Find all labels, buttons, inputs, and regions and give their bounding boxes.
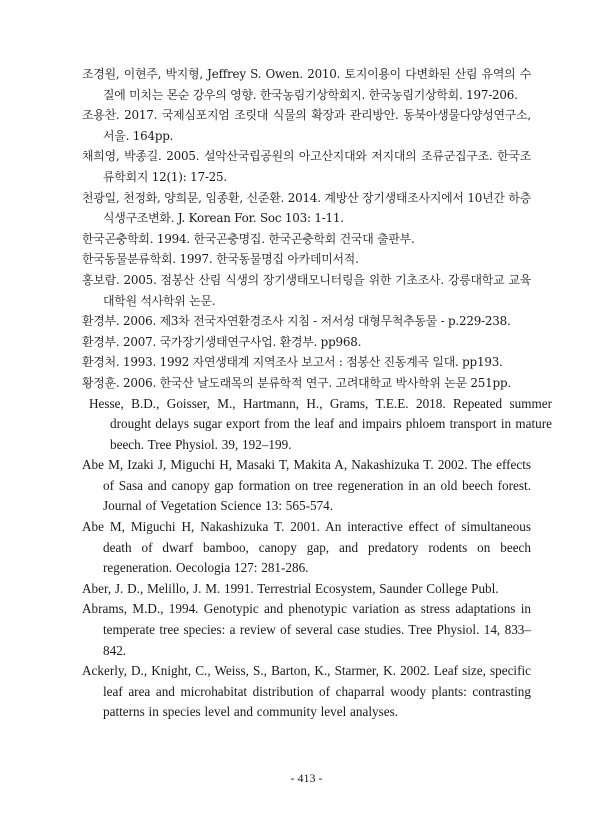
reference-list [82,64,552,723]
reference-entry: Abe M, Miguchi H, Nakashizuka T. 2001. An interactive effect of simultaneous death of dwarf bamboo, canopy gap, and predatory rodents on beech regeneration. Oecologia 127: 281-286. [82,519,531,576]
reference-entry: Aber, J. D., Melillo, J. M. 1991. Terrestrial Ecosystem, Saunder College Publ. [82,580,499,596]
reference-entry: 조용찬. 2017. 국제심포지엄 조릿대 식물의 확장과 관리방안. 동북아생물다양성연구소, 서울. 164pp. [82,108,531,143]
reference-entry: Abe M, Izaki J, Miguchi H, Masaki T, Makita A, Nakashizuka T. 2002. The effects of Sasa and canopy gap formation on tree regeneration in an old beech forest. Journal of Vegetation Science 13: 565-574. [82,457,531,514]
reference-entry: 황정훈. 2006. 한국산 날도래목의 분류학적 연구. 고려대학교 박사학위 논문 251pp. [82,375,511,390]
reference-entry: 채희영, 박종길. 2005. 설악산국립공원의 아고산지대와 저지대의 조류군집구조. 한국조류학회지 12(1): 17-25. [82,149,531,184]
reference-entry: 조경원, 이현주, 박지형, Jeffrey S. Owen. 2010. 토지이용이 다변화된 산림 유역의 수질에 미치는 몬순 강우의 영향. 한국농림기상학회지. 한국농림기상학회. 197-206. [82,67,531,102]
reference-entry: 홍보람. 2005. 점봉산 산림 식생의 장기생태모니터링을 위한 기초조사. 강릉대학교 교육대학원 석사학위 논문. [82,272,531,308]
reference-entry: 환경부. 2007. 국가장기생태연구사업. 환경부. pp968. [82,334,362,349]
reference-entry: 천광일, 천정화, 양희문, 임종환, 신준환. 2014. 계방산 장기생태조사지에서 10년간 하층식생구조변화. J. Korean For. Soc 103: 1-11. [82,190,531,226]
reference-entry: Abrams, M.D., 1994. Genotypic and phenotypic variation as stress adaptations in temperate tree species: a review of several case studies. Tree Physiol. 14, 833–842. [82,601,531,658]
page-number: - 413 - [290,771,323,785]
reference-entry: Ackerly, D., Knight, C., Weiss, S., Barton, K., Starmer, K. 2002. Leaf size, specific leaf area and microhabitat distribution of chaparral woody plants: contrasting patterns in species level and community level analyses. [82,663,531,720]
reference-entry: 한국동물분류학회. 1997. 한국동물명집 아카데미서적. [82,252,359,267]
reference-entry: 환경처. 1993. 1992 자연생태계 지역조사 보고서 : 점봉산 진동계곡 일대. pp193. [82,355,503,370]
reference-entry: 환경부. 2006. 제3차 전국자연환경조사 지침 - 저서성 대형무척추동물 - p.229-238. [82,314,511,329]
reference-entry: Hesse, B.D., Goisser, M., Hartmann, H., Grams, T.E.E. 2018. Repeated summer drought delays sugar export from the leaf and impairs phloem transport in mature beech. Tree Physiol. 39, 192–199. [89,395,552,452]
reference-entry: 한국곤충학회. 1994. 한국곤충명집. 한국곤충학회 건국대 출판부. [82,231,415,246]
